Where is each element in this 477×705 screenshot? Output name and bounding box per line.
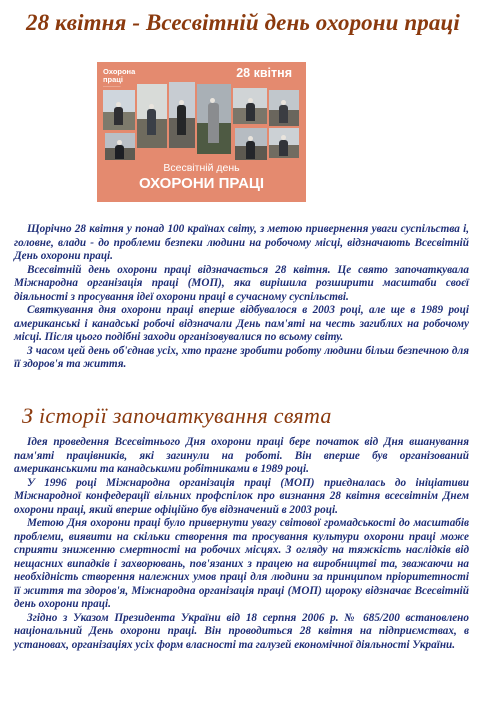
poster-image	[97, 62, 306, 202]
history-paragraph: Ідея проведення Всесвітнього Дня охорони праці бере початок від Дня вшанування пам'яті працівників, які загинули на роботі. Він вперше був організований американськими та канадськими робітниками в 1989 році.	[14, 436, 469, 475]
poster-photo-4	[169, 82, 195, 148]
poster-logo-line2: праці	[103, 75, 123, 84]
page-title: 28 квітня - Всесвітній день охорони праці	[26, 10, 460, 35]
history-paragraph: У 1996 році Міжнародна організація праці (МОП) приєдналась до ініціативи Міжнародної конфедерації вільних профспілок про визнання 28 квітня всесвітнім Днем охорони праці, який вперше офіційно був відзначений в 2003 році.	[14, 476, 469, 516]
poster-photo-5	[197, 84, 231, 154]
poster-caption-line1: Всесвітній день	[163, 162, 240, 174]
history-paragraph: Згідно з Указом Президента України від 18 серпня 2006 р. № 685/200 встановлено національний День охорони праці. Він проводиться 28 квітня на підприємствах, в установах, організаціях усіх форм власності та галузей економічної діяльності України.	[14, 611, 469, 651]
intro-paragraph: Щорічно 28 квітня у понад 100 країнах світу, з метою привернення уваги суспільства і, головне, влади - до проблеми безпеки людини на робочому місці, відзначають Всесвітній День охорони праці.	[14, 223, 469, 262]
poster-caption-line2: ОХОРОНИ ПРАЦІ	[138, 175, 265, 192]
intro-paragraph: З часом цей день об'єднав усіх, хто прагне зробити роботу людини більш безпечною для її здоров'я та життя.	[14, 344, 469, 370]
poster-photo-6	[233, 88, 267, 124]
poster-logo-line1: Охорона	[103, 67, 136, 76]
poster-photo-8	[235, 128, 267, 160]
intro-section	[14, 223, 469, 372]
intro-paragraph: Всесвітній день охорони праці відзначається 28 квітня. Це свято започаткувала Міжнародна організація праці (МОП), яка вирішила розширити масштаби своєї діяльності з просування ідеї охорони праці в сучасному суспільстві.	[14, 263, 469, 303]
poster-photo-1	[103, 90, 135, 130]
poster-photo-9	[269, 128, 299, 158]
intro-paragraph: Святкування дня охорони праці вперше відбувалося в 2003 році, але ще в 1989 році американські і канадські робочі відзначали День пам'яті на честь загиблих на робочому місці. Після цього подібні заходи організовувалися по всьому світу.	[14, 304, 469, 343]
poster-photo-3	[137, 84, 167, 148]
history-section	[14, 436, 469, 652]
section-title: З історії започаткування свята	[22, 403, 332, 428]
poster-photo-7	[269, 90, 299, 126]
poster-date: 28 квітня	[236, 66, 292, 80]
history-paragraph: Метою Дня охорони праці було привернути увагу світової громадськості до масштабів проблеми, виявити на скільки створення та просування культури охорони праці може сприяти зниженню смертності на робочих місцях. З огляду на тяжкість наслідків від нещасних випадків і захворювань, пов'язаних з працею на виробництві та, зважаючи на необхідність створення належних умов праці для людини за принципом пріоритетності її життя та здоров'я, Міжнародна організація праці (МОП) щороку відзначає Всесвітній день охорони праці.	[14, 517, 469, 610]
poster-logo-underline: —————	[103, 84, 121, 88]
poster-photo-2	[105, 133, 135, 160]
